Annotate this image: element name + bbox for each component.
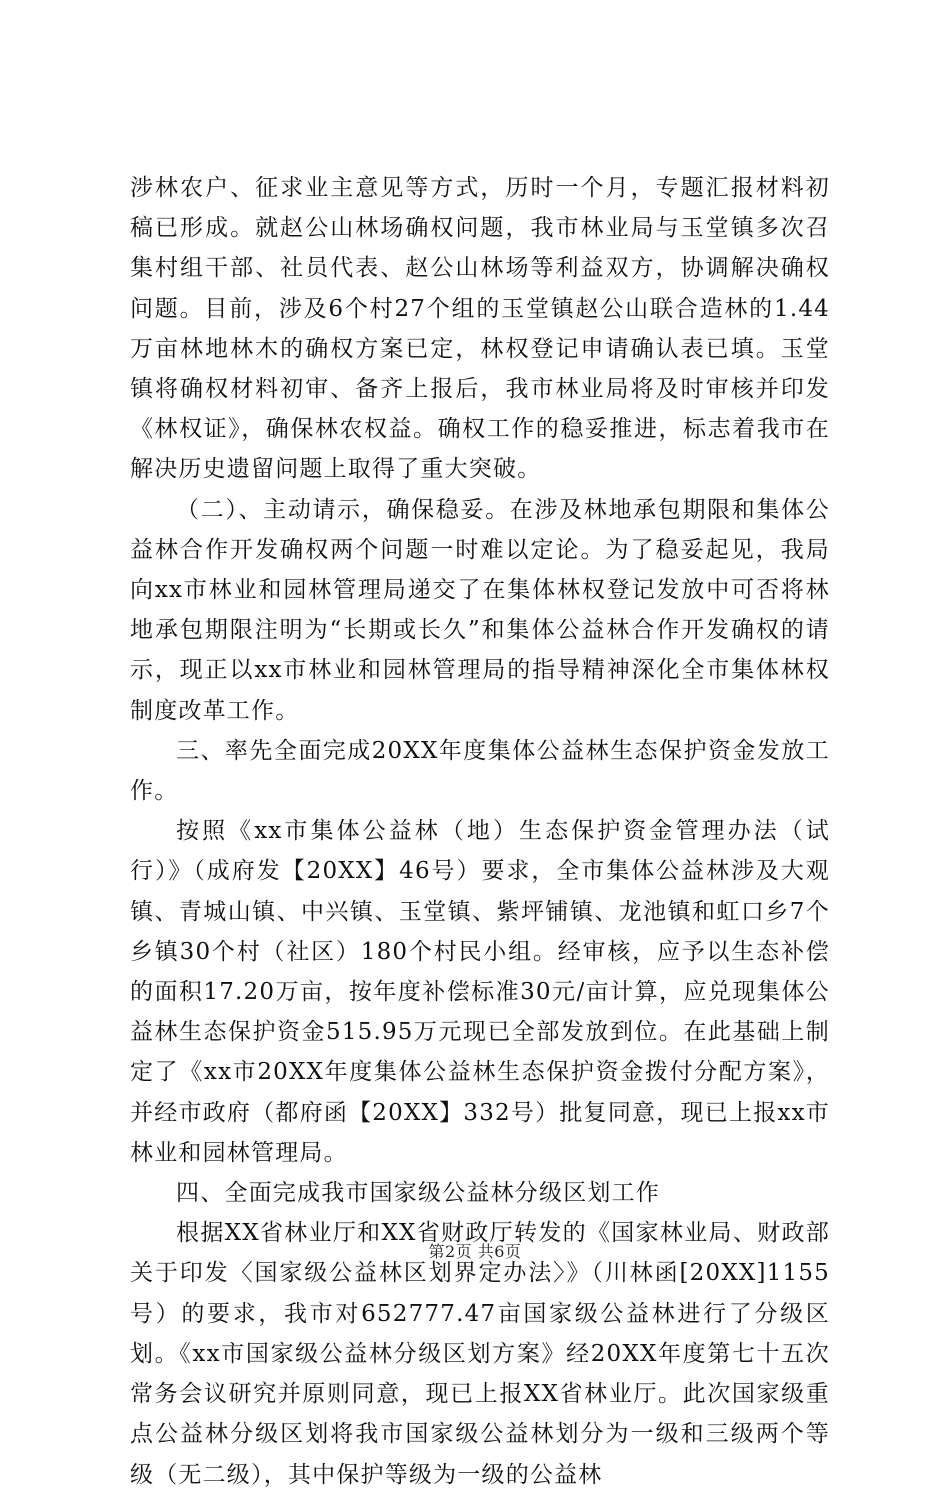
paragraph-2: （二）、主动请示，确保稳妥。在涉及林地承包期限和集体公益林合作开发确权两个问题一时难以定论。为了稳妥起见，我局向xx市林业和园林管理局递交了在集体林权登记发放中可否将林地承包期限注明为“长期或长久”和集体公益林合作开发确权的请示，现正以xx市林业和园林管理局的指导精神深化全市集体林权制度改革工作。 bbox=[130, 496, 830, 724]
page-footer: 第2页 共6页 bbox=[428, 1242, 522, 1261]
paragraph-4: 按照《xx市集体公益林（地）生态保护资金管理办法（试行）》（成府发【20XX】46号）要求，全市集体公益林涉及大观镇、青城山镇、中兴镇、玉堂镇、紫坪铺镇、龙池镇和虹口乡7个乡镇30个村（社区）180个村民小组。经审核，应予以生态补偿的面积17.20万亩，按年度补偿标准30元/亩计算，应兑现集体公益林生态保护资金515.95万元现已全部发放到位。在此基础上制定了《xx市20XX年度集体公益林生态保护资金拨付分配方案》，并经市政府（都府函【20XX】332号）批复同意，现已上报xx市林业和园林管理局。 bbox=[130, 818, 830, 1166]
section-heading-3: 三、率先全面完成20XX年度集体公益林生态保护资金发放工作。 bbox=[130, 737, 830, 805]
paragraph-1: 涉林农户、征求业主意见等方式，历时一个月，专题汇报材料初稿已形成。就赵公山林场确权问题，我市林业局与玉堂镇多次召集村组干部、社员代表、赵公山林场等利益双方，协调解决确权问题。目前，涉及6个村27个组的玉堂镇赵公山联合造林的1.44万亩林地林木的确权方案已定，林权登记申请确认表已填。玉堂镇将确权材料初审、备齐上报后，我市林业局将及时审核并印发《林权证》，确保林农权益。确权工作的稳妥推进，标志着我市在解决历史遗留问题上取得了重大突破。 bbox=[130, 175, 830, 483]
section-heading-4: 四、全面完成我市国家级公益林分级区划工作 bbox=[176, 1180, 660, 1207]
document-body bbox=[130, 168, 830, 1495]
paragraph-5: 根据XX省林业厅和XX省财政厅转发的《国家林业局、财政部关于印发〈国家级公益林区划界定办法〉》（川林函[20XX]1155号）的要求，我市对652777.47亩国家级公益林进行了分级区划。《xx市国家级公益林分级区划方案》经20XX年度第七十五次常务会议研究并原则同意，现已上报XX省林业厅。此次国家级重点公益林分级区划将我市国家级公益林划分为一级和三级两个等级（无二级），其中保护等级为一级的公益林 bbox=[130, 1220, 830, 1488]
